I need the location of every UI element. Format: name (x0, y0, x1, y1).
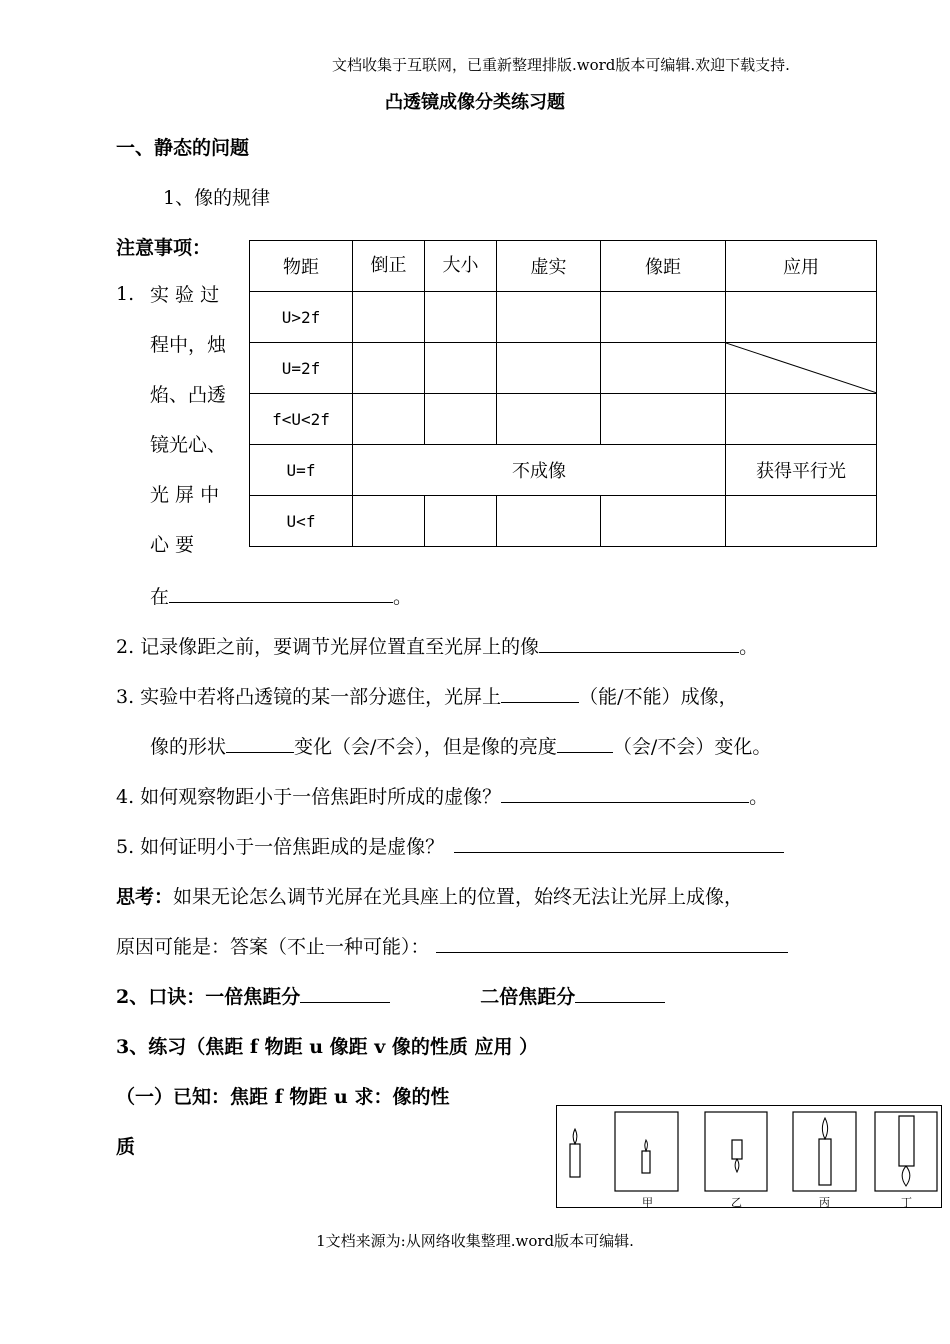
figure-label: 甲 (642, 1196, 653, 1209)
table-row (250, 343, 877, 394)
table-header-row (250, 241, 877, 292)
image-rules-table (249, 240, 877, 547)
note1-line: 光 屏 中 (150, 484, 220, 506)
think-text: 如果无论怎么调节光屏在光具座上的位置，始终无法让光屏上成像， (173, 886, 744, 908)
answer-blank[interactable] (436, 934, 788, 953)
question-3-text: （会/不会）变化。 (612, 736, 772, 758)
think-text: 原因可能是：答案（不止一种可能）： (116, 936, 430, 958)
question-3-text: 3. 实验中若将凸透镜的某一部分遮住，光屏上 (116, 686, 502, 708)
answer-blank[interactable] (501, 684, 579, 703)
row-label: U<f (250, 496, 353, 547)
note1-line: 焰、凸透 (150, 384, 227, 406)
header-size: 大小 (442, 255, 479, 276)
table-cell[interactable] (726, 292, 877, 343)
answer-blank[interactable] (454, 834, 784, 853)
table-row (250, 394, 877, 445)
parallel-light-cell: 获得平行光 (726, 445, 877, 496)
question-3-text: 像的形状 (150, 736, 227, 758)
subsection-image-rules: 1、像的规律 (163, 187, 271, 209)
notes-label: 注意事项： (116, 237, 212, 259)
table-cell[interactable] (497, 343, 601, 394)
question-3-line2 (150, 732, 771, 759)
table-cell-diagonal (726, 343, 877, 394)
table-cell[interactable] (353, 496, 425, 547)
row-label: f<U<2f (250, 394, 353, 445)
answer-blank[interactable] (539, 634, 739, 653)
question-2 (116, 632, 758, 659)
answer-blank[interactable] (557, 734, 613, 753)
header-object-distance: 物距 (250, 241, 353, 292)
question-3-text: （能/不能）成像， (579, 686, 738, 708)
header-note: 文档收集于互联网，已重新整理排版.word版本可编辑.欢迎下载支持. (332, 56, 790, 74)
figure-label: 丙 (819, 1196, 830, 1209)
table-cell[interactable] (601, 343, 726, 394)
question-4-text: 4. 如何观察物距小于一倍焦距时所成的虚像？ (116, 786, 502, 808)
candle-figure (556, 1105, 942, 1208)
row-label: U=2f (250, 343, 353, 394)
mnemonic (116, 982, 665, 1009)
question-4 (116, 782, 768, 809)
note1-text (150, 270, 226, 570)
answer-blank[interactable] (501, 784, 749, 803)
answer-blank[interactable] (575, 984, 665, 1003)
note1-blank[interactable] (169, 584, 393, 603)
question-5-text: 5. 如何证明小于一倍焦距成的是虚像？ (116, 836, 445, 858)
note1-last: 在 (150, 586, 170, 608)
table-cell[interactable] (353, 394, 425, 445)
note1-end: 。 (393, 586, 413, 608)
page-title: 凸透镜成像分类练习题 (385, 92, 565, 113)
table-cell[interactable] (425, 343, 497, 394)
footer-note: 1文档来源为:从网络收集整理.word版本可编辑. (316, 1232, 634, 1250)
note1-line: 程中，烛 (150, 334, 227, 356)
candle-illustration (557, 1106, 943, 1209)
section-heading-static: 一、静态的问题 (116, 137, 250, 159)
note1-line: 镜光心、 (150, 434, 227, 456)
table-row (250, 496, 877, 547)
note1-line: 实 验 过 (150, 284, 220, 306)
table-cell[interactable] (353, 292, 425, 343)
table-cell[interactable] (726, 394, 877, 445)
table-cell[interactable] (425, 496, 497, 547)
figure-label: 乙 (731, 1196, 742, 1209)
diagonal-line (726, 343, 877, 393)
answer-blank[interactable] (226, 734, 294, 753)
question-2-text: 2. 记录像距之前，要调节光屏位置直至光屏上的像 (116, 636, 540, 658)
question-3-text: 变化（会/不会），但是像的亮度 (294, 736, 557, 758)
question-3-line1 (116, 682, 738, 709)
table-cell[interactable] (425, 394, 497, 445)
note1-last-line (150, 582, 412, 609)
no-image-cell: 不成像 (353, 445, 726, 496)
figure-label: 丁 (901, 1196, 912, 1209)
table-cell[interactable] (497, 292, 601, 343)
table-cell[interactable] (425, 292, 497, 343)
table-cell[interactable] (353, 343, 425, 394)
practice-heading: 3、练习（焦距 f 物距 u 像距 v 像的性质 应用 ） (116, 1036, 539, 1058)
header-real-virtual: 虚实 (497, 241, 601, 292)
table-row (250, 292, 877, 343)
think-line2 (116, 932, 788, 959)
known-heading-cont: 质 (116, 1136, 136, 1158)
note1-line: 心 要 (150, 534, 195, 556)
row-label: U=f (250, 445, 353, 496)
question-4-end: 。 (749, 786, 769, 808)
table-row (250, 445, 877, 496)
answer-blank[interactable] (300, 984, 390, 1003)
known-heading: （一）已知：焦距 f 物距 u 求：像的性 (116, 1086, 450, 1108)
row-label: U>2f (250, 292, 353, 343)
table-cell[interactable] (601, 394, 726, 445)
think-label: 思考： (116, 886, 174, 908)
note1-number: 1. (116, 283, 135, 305)
mnemonic-text: 2、口诀：一倍焦距分 (116, 986, 301, 1008)
question-5 (116, 832, 784, 859)
think-question (116, 882, 743, 909)
header-orientation: 倒正 (353, 241, 425, 291)
table-cell[interactable] (726, 496, 877, 547)
mnemonic-text: 二倍焦距分 (480, 986, 576, 1008)
table-cell[interactable] (601, 292, 726, 343)
table-cell[interactable] (497, 394, 601, 445)
question-2-end: 。 (739, 636, 759, 658)
header-image-distance: 像距 (601, 241, 726, 292)
table-cell[interactable] (601, 496, 726, 547)
table-cell[interactable] (497, 496, 601, 547)
header-application: 应用 (726, 241, 877, 292)
